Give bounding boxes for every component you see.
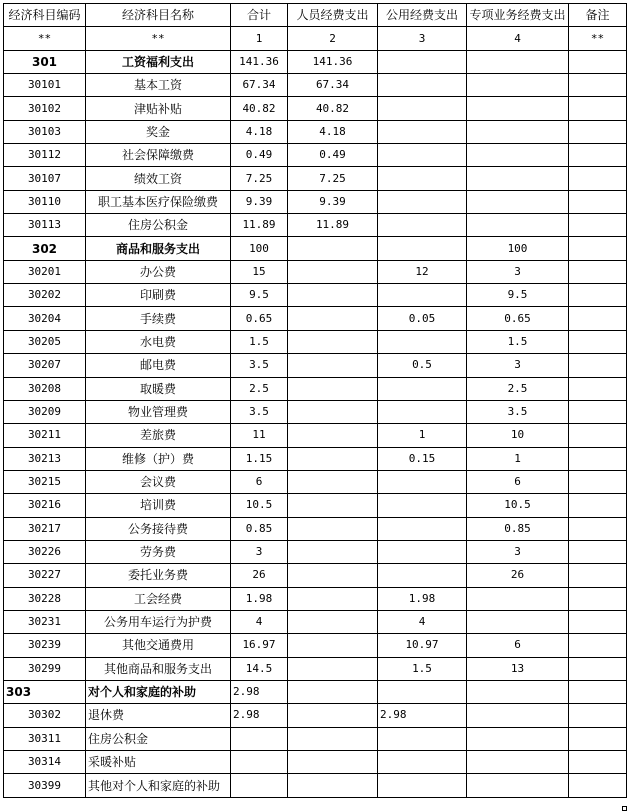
cell-name: 工会经费 [86,587,231,610]
cell-public [378,97,467,120]
cell-personnel [288,634,378,657]
cell-personnel [288,400,378,423]
cell-total: 1.15 [231,447,288,470]
cell-name: 对个人和家庭的补助 [86,680,231,703]
table-row [4,120,627,143]
cell-code: 30239 [4,634,86,657]
cell-public: 10.97 [378,634,467,657]
cell-public [378,400,467,423]
cell-personnel [288,260,378,283]
cell-public: 1.5 [378,657,467,680]
cell-name: 津贴补贴 [86,97,231,120]
cell-personnel: 7.25 [288,167,378,190]
table-row [4,50,627,73]
cell-name: 物业管理费 [86,400,231,423]
cell-code: 30103 [4,120,86,143]
cell-total: 1.98 [231,587,288,610]
cell-code: 30211 [4,424,86,447]
cell-special [467,74,569,97]
cell-personnel [288,587,378,610]
cell-note [569,634,627,657]
table-row [4,634,627,657]
cell-public: 2.98 [378,704,467,727]
cell-public: 1.98 [378,587,467,610]
cell-note [569,120,627,143]
table-row [4,214,627,237]
cell-personnel [288,330,378,353]
cell-note [569,540,627,563]
index-code: ** [4,27,86,50]
cell-total [231,751,288,774]
table-row [4,751,627,774]
cell-total: 0.65 [231,307,288,330]
cell-public [378,751,467,774]
cell-total: 67.34 [231,74,288,97]
cell-note [569,657,627,680]
cell-special [467,167,569,190]
cell-code: 30208 [4,377,86,400]
cell-note [569,144,627,167]
cell-name: 水电费 [86,330,231,353]
cell-public [378,727,467,750]
cell-personnel [288,774,378,797]
cell-note [569,564,627,587]
cell-special [467,680,569,703]
cell-note [569,680,627,703]
cell-public [378,214,467,237]
cell-code: 30101 [4,74,86,97]
cell-name: 职工基本医疗保险缴费 [86,190,231,213]
cell-code: 30216 [4,494,86,517]
cell-note [569,774,627,797]
cell-special: 9.5 [467,284,569,307]
index-public: 3 [378,27,467,50]
cell-code: 30311 [4,727,86,750]
index-name: ** [86,27,231,50]
cell-name: 办公费 [86,260,231,283]
cell-name: 差旅费 [86,424,231,447]
index-personnel: 2 [288,27,378,50]
resize-handle-right[interactable] [622,806,627,811]
cell-personnel [288,354,378,377]
cell-total [231,774,288,797]
header-special: 专项业务经费支出 [467,4,569,27]
cell-name: 会议费 [86,470,231,493]
cell-total: 3.5 [231,354,288,377]
cell-public [378,774,467,797]
cell-public [378,494,467,517]
cell-total: 14.5 [231,657,288,680]
cell-total: 4 [231,610,288,633]
index-special: 4 [467,27,569,50]
header-personnel: 人员经费支出 [288,4,378,27]
cell-special [467,774,569,797]
cell-code: 302 [4,237,86,260]
cell-total: 40.82 [231,97,288,120]
cell-personnel [288,704,378,727]
cell-code: 30299 [4,657,86,680]
cell-total: 9.39 [231,190,288,213]
cell-name: 维修（护）费 [86,447,231,470]
cell-name: 劳务费 [86,540,231,563]
cell-personnel: 4.18 [288,120,378,143]
cell-special: 0.85 [467,517,569,540]
table-row [4,190,627,213]
cell-name: 其他商品和服务支出 [86,657,231,680]
cell-note [569,400,627,423]
cell-code: 30201 [4,260,86,283]
cell-total: 0.85 [231,517,288,540]
cell-special: 13 [467,657,569,680]
cell-total: 2.5 [231,377,288,400]
cell-personnel [288,447,378,470]
header-total: 合计 [231,4,288,27]
cell-special [467,214,569,237]
cell-code: 30399 [4,774,86,797]
cell-name: 工资福利支出 [86,50,231,73]
cell-special: 6 [467,634,569,657]
cell-name: 取暖费 [86,377,231,400]
cell-name: 退休费 [86,704,231,727]
table-row [4,540,627,563]
cell-personnel: 141.36 [288,50,378,73]
cell-public [378,517,467,540]
cell-public [378,144,467,167]
cell-total: 6 [231,470,288,493]
cell-code: 30226 [4,540,86,563]
cell-code: 30112 [4,144,86,167]
cell-note [569,50,627,73]
table-row [4,284,627,307]
cell-personnel [288,494,378,517]
cell-code: 30102 [4,97,86,120]
cell-note [569,284,627,307]
index-row [4,27,627,50]
cell-personnel: 0.49 [288,144,378,167]
header-code: 经济科目编码 [4,4,86,27]
cell-personnel [288,727,378,750]
table-row [4,377,627,400]
cell-personnel [288,470,378,493]
table-row [4,587,627,610]
cell-personnel [288,517,378,540]
cell-public [378,540,467,563]
table-row [4,167,627,190]
table-row [4,727,627,750]
cell-note [569,610,627,633]
cell-code: 301 [4,50,86,73]
cell-special: 26 [467,564,569,587]
cell-code: 30205 [4,330,86,353]
cell-special: 3 [467,540,569,563]
cell-personnel [288,610,378,633]
cell-public: 4 [378,610,467,633]
cell-note [569,377,627,400]
cell-note [569,727,627,750]
cell-code: 30314 [4,751,86,774]
table-row [4,494,627,517]
cell-name: 采暖补贴 [86,751,231,774]
cell-personnel [288,237,378,260]
cell-special [467,97,569,120]
cell-name: 委托业务费 [86,564,231,587]
cell-note [569,237,627,260]
cell-name: 公务用车运行为护费 [86,610,231,633]
cell-special: 3.5 [467,400,569,423]
cell-name: 基本工资 [86,74,231,97]
table-row [4,330,627,353]
cell-personnel [288,377,378,400]
table-row [4,237,627,260]
cell-total: 7.25 [231,167,288,190]
table-row [4,144,627,167]
cell-public [378,190,467,213]
cell-note [569,587,627,610]
cell-note [569,214,627,237]
cell-note [569,167,627,190]
cell-name: 商品和服务支出 [86,237,231,260]
table-row [4,97,627,120]
cell-public [378,330,467,353]
cell-personnel: 11.89 [288,214,378,237]
cell-public [378,680,467,703]
cell-total: 16.97 [231,634,288,657]
cell-note [569,494,627,517]
cell-special [467,751,569,774]
cell-total: 2.98 [231,680,288,703]
cell-note [569,260,627,283]
cell-code: 30209 [4,400,86,423]
table-row [4,354,627,377]
cell-personnel [288,680,378,703]
cell-code: 30231 [4,610,86,633]
header-name: 经济科目名称 [86,4,231,27]
cell-note [569,517,627,540]
cell-code: 30213 [4,447,86,470]
cell-total: 141.36 [231,50,288,73]
table-row [4,517,627,540]
cell-code: 303 [4,680,86,703]
cell-personnel [288,657,378,680]
cell-code: 30204 [4,307,86,330]
cell-name: 印刷费 [86,284,231,307]
cell-note [569,307,627,330]
cell-total: 11 [231,424,288,447]
cell-public [378,470,467,493]
cell-code: 30217 [4,517,86,540]
cell-code: 30202 [4,284,86,307]
cell-name: 手续费 [86,307,231,330]
table-row [4,74,627,97]
table-row [4,447,627,470]
cell-public [378,284,467,307]
table-row [4,704,627,727]
cell-special [467,144,569,167]
cell-special: 3 [467,260,569,283]
cell-total: 2.98 [231,704,288,727]
cell-total: 9.5 [231,284,288,307]
cell-note [569,74,627,97]
cell-public: 0.15 [378,447,467,470]
cell-personnel: 9.39 [288,190,378,213]
cell-code: 30110 [4,190,86,213]
cell-personnel [288,424,378,447]
cell-special: 0.65 [467,307,569,330]
cell-total: 11.89 [231,214,288,237]
cell-special: 3 [467,354,569,377]
cell-public: 1 [378,424,467,447]
cell-personnel [288,307,378,330]
header-public: 公用经费支出 [378,4,467,27]
table-row [4,657,627,680]
cell-total: 100 [231,237,288,260]
cell-special: 10.5 [467,494,569,517]
cell-special: 2.5 [467,377,569,400]
cell-name: 住房公积金 [86,214,231,237]
header-note: 备注 [569,4,627,27]
cell-personnel [288,540,378,563]
cell-name: 奖金 [86,120,231,143]
cell-code: 30228 [4,587,86,610]
cell-public [378,377,467,400]
table-row [4,260,627,283]
cell-total: 4.18 [231,120,288,143]
cell-special: 10 [467,424,569,447]
index-note: ** [569,27,627,50]
cell-personnel [288,751,378,774]
table-row [4,424,627,447]
cell-special: 6 [467,470,569,493]
cell-note [569,751,627,774]
cell-special [467,120,569,143]
cell-note [569,424,627,447]
cell-special [467,50,569,73]
cell-name: 社会保障缴费 [86,144,231,167]
cell-name: 其他对个人和家庭的补助 [86,774,231,797]
cell-public [378,50,467,73]
cell-total [231,727,288,750]
cell-total: 0.49 [231,144,288,167]
cell-note [569,447,627,470]
cell-special [467,190,569,213]
cell-special: 1 [467,447,569,470]
cell-personnel: 67.34 [288,74,378,97]
cell-special: 1.5 [467,330,569,353]
cell-name: 住房公积金 [86,727,231,750]
cell-special [467,704,569,727]
cell-special [467,587,569,610]
cell-personnel [288,284,378,307]
cell-note [569,470,627,493]
cell-code: 30107 [4,167,86,190]
table-row [4,610,627,633]
cell-public [378,564,467,587]
cell-public [378,74,467,97]
index-total: 1 [231,27,288,50]
cell-personnel: 40.82 [288,97,378,120]
table-row [4,680,627,703]
cell-name: 公务接待费 [86,517,231,540]
cell-public [378,237,467,260]
cell-name: 其他交通费用 [86,634,231,657]
cell-total: 26 [231,564,288,587]
expenditure-table [3,3,627,798]
cell-code: 30113 [4,214,86,237]
cell-code: 30302 [4,704,86,727]
table-row [4,470,627,493]
table-row [4,564,627,587]
cell-note [569,190,627,213]
cell-name: 邮电费 [86,354,231,377]
cell-note [569,704,627,727]
cell-total: 1.5 [231,330,288,353]
cell-code: 30227 [4,564,86,587]
cell-special [467,727,569,750]
cell-code: 30215 [4,470,86,493]
cell-public: 0.05 [378,307,467,330]
cell-public: 12 [378,260,467,283]
cell-note [569,330,627,353]
cell-public [378,120,467,143]
cell-total: 10.5 [231,494,288,517]
cell-total: 3 [231,540,288,563]
cell-special [467,610,569,633]
cell-name: 绩效工资 [86,167,231,190]
header-row [4,4,627,27]
cell-total: 3.5 [231,400,288,423]
table-row [4,307,627,330]
table-row [4,774,627,797]
cell-public: 0.5 [378,354,467,377]
cell-personnel [288,564,378,587]
cell-name: 培训费 [86,494,231,517]
cell-code: 30207 [4,354,86,377]
cell-public [378,167,467,190]
cell-total: 15 [231,260,288,283]
cell-note [569,354,627,377]
cell-note [569,97,627,120]
cell-special: 100 [467,237,569,260]
table-row [4,400,627,423]
